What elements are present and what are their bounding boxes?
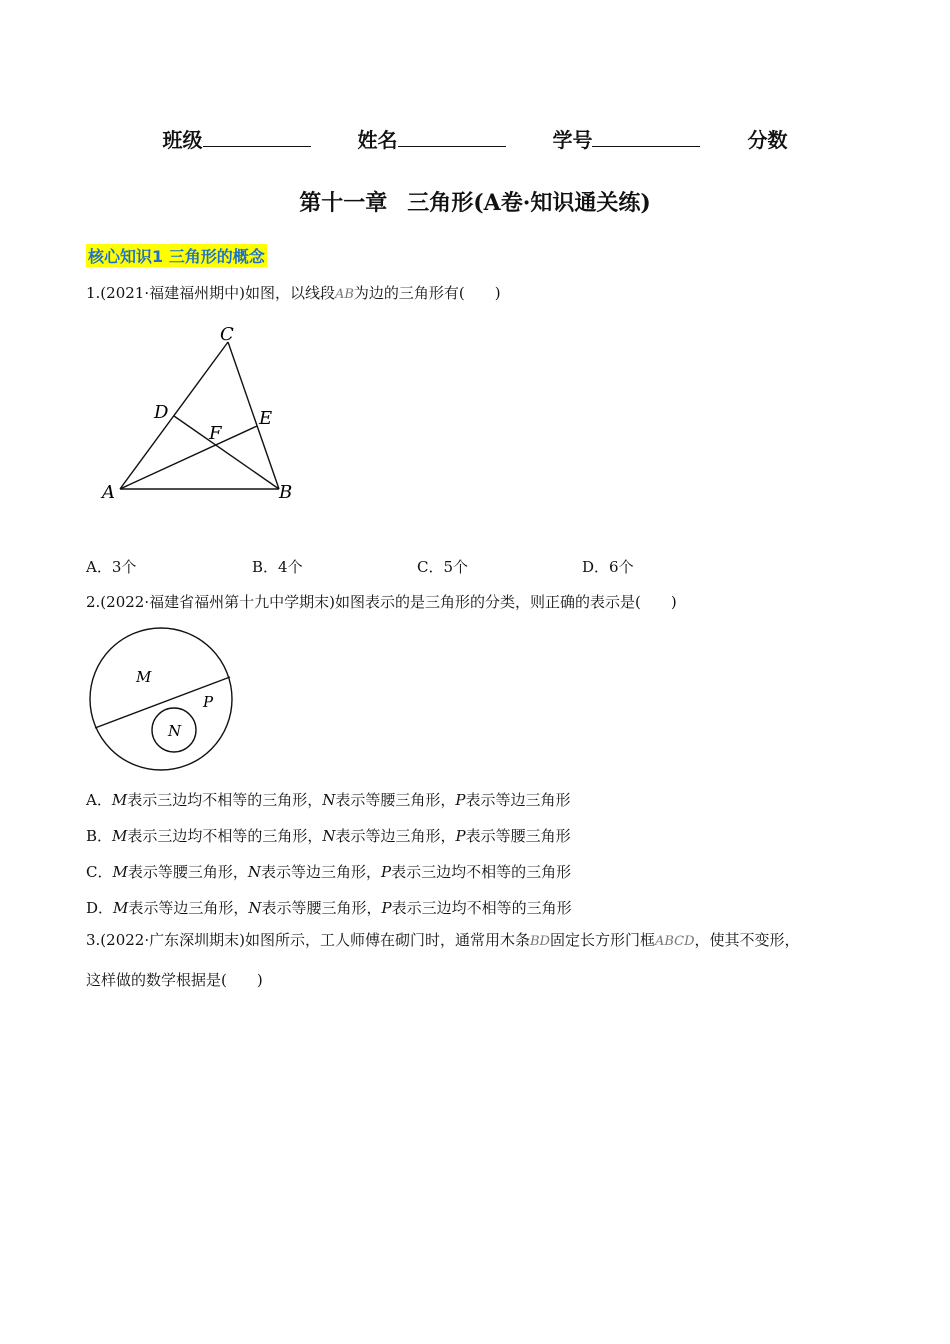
q2-option-c[interactable]: C．M表示等腰三角形，N表示等边三角形，P表示三边均不相等的三角形: [86, 863, 572, 881]
option-d[interactable]: D．6个: [582, 558, 634, 576]
classification-figure: [86, 624, 238, 776]
option-c[interactable]: C．5个: [417, 558, 469, 576]
student-info-header: [0, 124, 950, 153]
question-3-line2: 这样做的数学根据是( ): [86, 971, 263, 989]
name-field: [358, 124, 506, 153]
question-2-stem: 2.(2022·福建省福州第十九中学期末)如图表示的是三角形的分类，则正确的表示是( ): [86, 593, 677, 611]
q2-option-a[interactable]: A．M表示三边均不相等的三角形，N表示等腰三角形，P表示等边三角形: [86, 791, 571, 809]
page-title: [0, 186, 950, 217]
id-label: 学号: [552, 128, 593, 152]
question-3-stem: 3.(2022·广东深圳期末)如图所示，工人师傅在砌门时，通常用木条BD固定长方形门框ABCD，使其不变形，: [86, 931, 800, 949]
option-a[interactable]: A．3个: [86, 558, 137, 576]
label-m: M: [136, 668, 152, 686]
section-heading: 核心知识1 三角形的概念: [86, 244, 267, 267]
id-blank[interactable]: [592, 128, 700, 147]
label-a: A: [102, 482, 115, 503]
label-n: N: [168, 722, 182, 740]
label-p: P: [203, 693, 214, 711]
chapter-label: 第十一章: [299, 190, 388, 216]
q2-option-b[interactable]: B．M表示三边均不相等的三角形，N表示等边三角形，P表示等腰三角形: [86, 827, 571, 845]
score-field: [747, 124, 787, 153]
class-label: 班级: [162, 128, 203, 152]
triangle-figure: [96, 320, 316, 510]
name-blank[interactable]: [398, 128, 506, 147]
q2-option-d[interactable]: D．M表示等边三角形，N表示等腰三角形，P表示三边均不相等的三角形: [86, 899, 572, 917]
id-field: [552, 124, 700, 153]
segment-ac: [120, 342, 228, 489]
math-ab: AB: [334, 287, 354, 302]
title-text: 三角形(A卷·知识通关练): [407, 190, 651, 216]
name-label: 姓名: [357, 128, 398, 152]
class-field: [163, 124, 311, 153]
option-b[interactable]: B．4个: [252, 558, 303, 576]
label-c: C: [220, 324, 234, 345]
math-abcd: ABCD: [654, 934, 695, 949]
label-d: D: [154, 402, 169, 423]
segment-ae: [120, 426, 257, 489]
question-1-stem: 1.(2021·福建福州期中)如图，以线段AB为边的三角形有( ): [86, 284, 501, 302]
label-f: F: [209, 423, 222, 444]
score-label: 分数: [747, 128, 788, 152]
label-e: E: [259, 408, 273, 429]
class-blank[interactable]: [203, 128, 311, 147]
math-bd: BD: [529, 934, 550, 949]
label-b: B: [279, 482, 293, 503]
